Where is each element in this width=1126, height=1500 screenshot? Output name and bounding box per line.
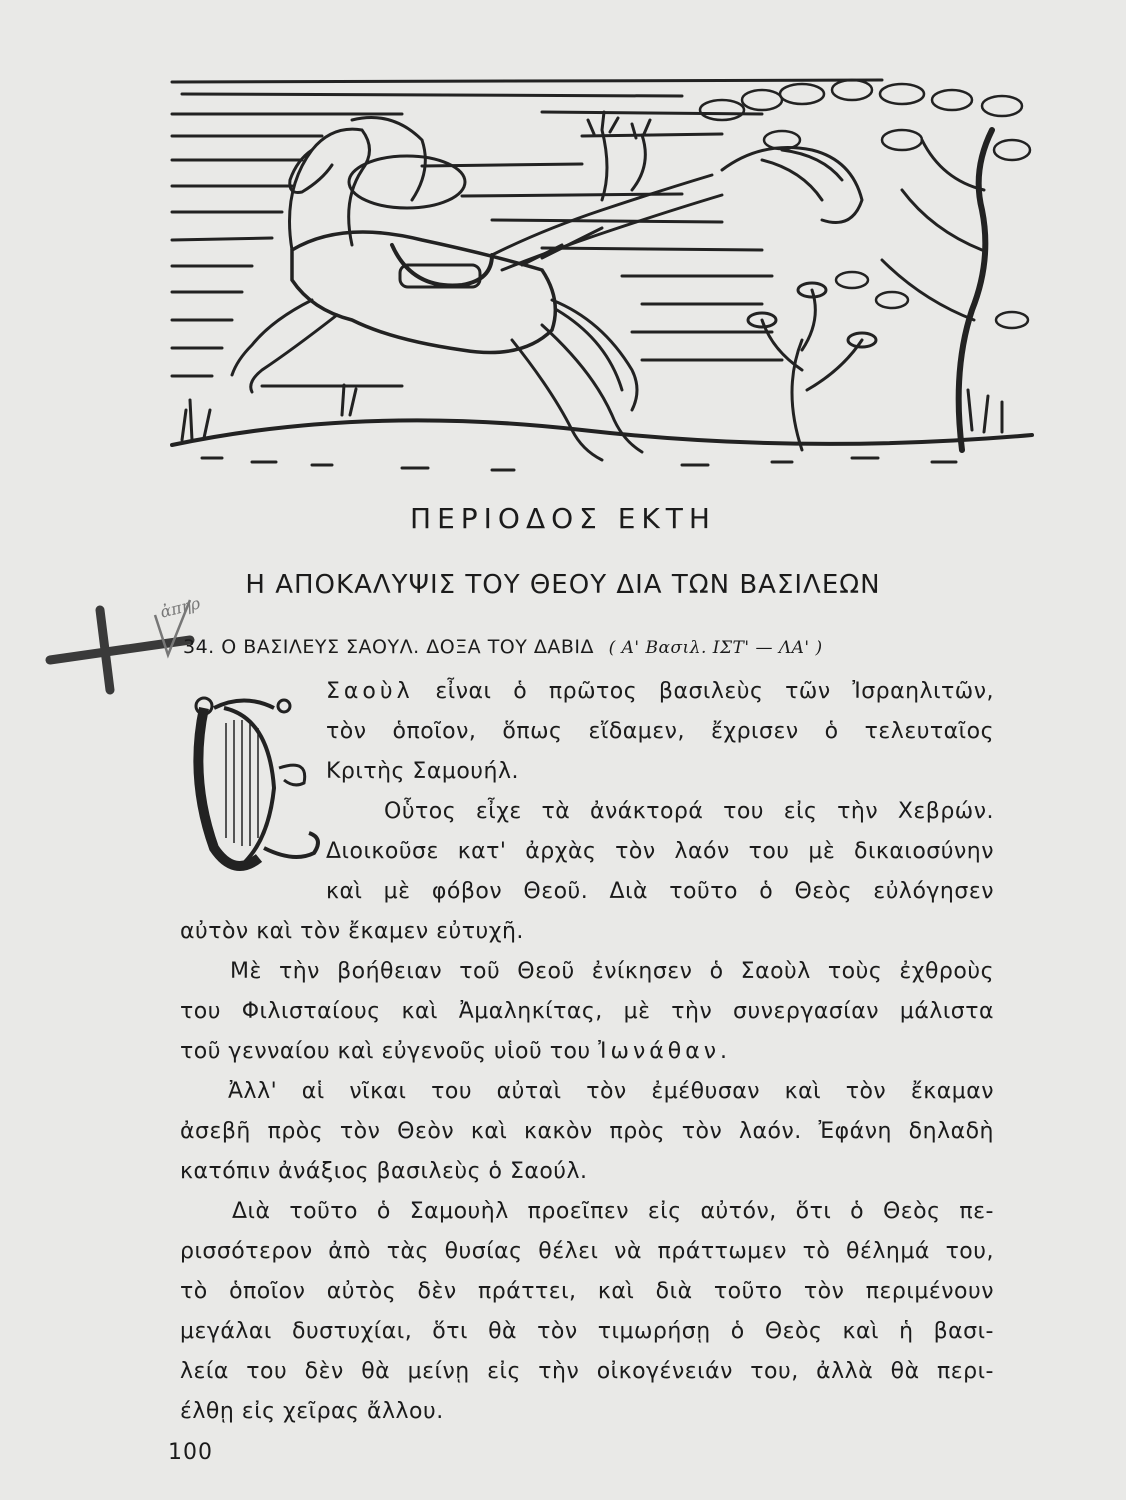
- text-line-19: έλθῃ εἰς χεῖρας ἄλλου.: [180, 1399, 444, 1424]
- text-line-5: Διοικοῦσε κατ' ἀρχὰς τὸν λαόν του μὲ δικαιοσύνην: [326, 839, 994, 864]
- text-line-7: αὐτὸν καὶ τὸν ἔκαμεν εὐτυχῆ.: [180, 919, 524, 944]
- text-line-11: Ἀλλ' αἱ νῖκαι του αὐταὶ τὸν ἐμέθυσαν καὶ τὸν ἔκαμαν: [228, 1079, 994, 1104]
- chapter-title: Ο ΒΑΣΙΛΕΥΣ ΣΑΟΥΛ. ΔΟΞΑ ΤΟΥ ΔΑΒΙΔ: [221, 636, 595, 658]
- text-line-15: ρισσότερον ἀπὸ τὰς θυσίας θέλει νὰ πράττωμεν τὸ θέλημά του,: [180, 1239, 994, 1264]
- chapter-heading: [183, 636, 1043, 658]
- text-line-16: τὸ ὁποῖον αὐτὸς δὲν πράττει, καὶ διὰ τοῦτο τὸν περιμένουν: [180, 1279, 994, 1304]
- text-line-18: λεία του δὲν θὰ μείνῃ εἰς τὴν οἰκογένειάν του, ἀλλὰ θὰ περι-: [180, 1359, 994, 1384]
- drop-cap-lyre-icon: [184, 688, 334, 880]
- period-title: ΠΕΡΙΟΔΟΣ ΕΚΤΗ: [410, 502, 716, 535]
- chapter-number: 34.: [183, 636, 215, 658]
- chapter-reference: ( Α' Βασιλ. ΙΣΤ' — ΛΑ' ): [608, 638, 823, 658]
- page-number: 100: [168, 1440, 213, 1465]
- section-title: Η ΑΠΟΚΑΛΥΨΙΣ ΤΟΥ ΘΕΟΥ ΔΙΑ ΤΩΝ ΒΑΣΙΛΕΩΝ: [245, 570, 881, 600]
- woodcut-illustration: [162, 70, 1040, 482]
- text-line-17: μεγάλαι δυστυχίαι, ὅτι θὰ τὸν τιμωρήσῃ ὁ Θεὸς καὶ ἡ βασι-: [180, 1319, 994, 1344]
- text-line-9: του Φιλισταίους καὶ Ἀμαληκίτας, μὲ τὴν συνεργασίαν μάλιστα: [180, 999, 994, 1024]
- text-line-6: καὶ μὲ φόβον Θεοῦ. Διὰ τοῦτο ὁ Θεὸς εὐλόγησεν: [326, 879, 994, 904]
- margin-note: ἀπηρ: [158, 593, 203, 622]
- text-line-8: Μὲ τὴν βοήθειαν τοῦ Θεοῦ ἐνίκησεν ὁ Σαοὺλ τοὺς ἐχθροὺς: [230, 959, 994, 984]
- text-line-2: τὸν ὁποῖον, ὅπως εἴδαμεν, ἔχρισεν ὁ τελευταῖος: [326, 719, 994, 744]
- text-line-13: κατόπιν ἀνάξιος βασιλεὺς ὁ Σαούλ.: [180, 1159, 588, 1184]
- text-line-10: τοῦ γενναίου καὶ εὐγενοῦς υἱοῦ του Ἰωνάθαν.: [180, 1039, 731, 1064]
- text-line-3: Κριτὴς Σαμουήλ.: [326, 759, 519, 784]
- text-line-14: Διὰ τοῦτο ὁ Σαμουὴλ προεῖπεν εἰς αὐτόν, ὅτι ὁ Θεὸς πε-: [232, 1199, 994, 1224]
- text-line-12: ἀσεβῆ πρὸς τὸν Θεὸν καὶ κακὸν πρὸς τὸν λαόν. Ἐφάνη δηλαδὴ: [180, 1119, 994, 1144]
- text-line-4: Οὗτος εἶχε τὰ ἀνάκτορά του εἰς τὴν Χεβρών.: [384, 799, 994, 824]
- text-line-1: Σαοὺλ εἶναι ὁ πρῶτος βασιλεὺς τῶν Ἰσραηλιτῶν,: [326, 679, 994, 704]
